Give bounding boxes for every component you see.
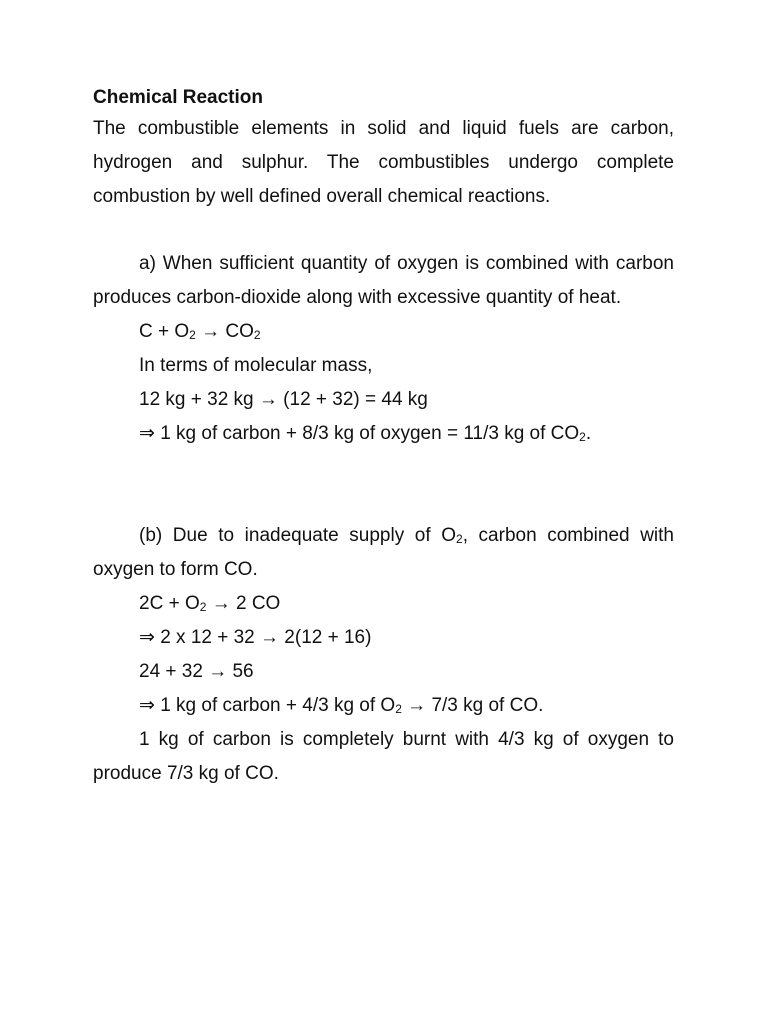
equation-ratio-co2: ⇒ 1 kg of carbon + 8/3 kg of oxygen = 11/3 kg of $CO_2$. xyxy=(139,423,592,444)
document-page xyxy=(93,84,674,791)
conclusion-paragraph: 1 kg of carbon is completely burnt with 4/3 kg of oxygen to produce 7/3 kg of CO. xyxy=(93,729,674,784)
equation-carbon-dioxide: $C + O_2 \to CO_2$ xyxy=(139,321,261,342)
intro-paragraph: The combustible elements in solid and liquid fuels are carbon, hydrogen and sulphur. The combustibles undergo complete combustion by well defined overall chemical reactions. xyxy=(93,118,674,207)
equation-ratio-co: ⇒ 1 kg of carbon + 4/3 kg of $O_2 \to 7/3$ kg of CO. xyxy=(139,695,544,716)
page-title: Chemical Reaction xyxy=(93,87,263,108)
molecular-mass-label: In terms of molecular mass, xyxy=(139,355,373,376)
spacer xyxy=(93,451,674,519)
equation-mass-co-sum: 24 + 32 → 56 xyxy=(139,661,254,682)
equation-mass-co2: 12 kg + 32 kg → (12 + 32) = 44 kg xyxy=(139,389,428,410)
section-a-paragraph: a) When sufficient quantity of oxygen is combined with carbon produces carbon-dioxide along with excessive quantity of heat. xyxy=(93,253,674,308)
equation-mass-co-expanded: ⇒ 2 x 12 + 32 → 2(12 + 16) xyxy=(139,627,372,648)
spacer xyxy=(93,214,674,247)
section-b-paragraph: (b) Due to inadequate supply of $O_2$, carbon combined with oxygen to form CO. xyxy=(93,525,674,580)
equation-carbon-monoxide: $2C + O_2 \to 2$ CO xyxy=(139,593,281,614)
